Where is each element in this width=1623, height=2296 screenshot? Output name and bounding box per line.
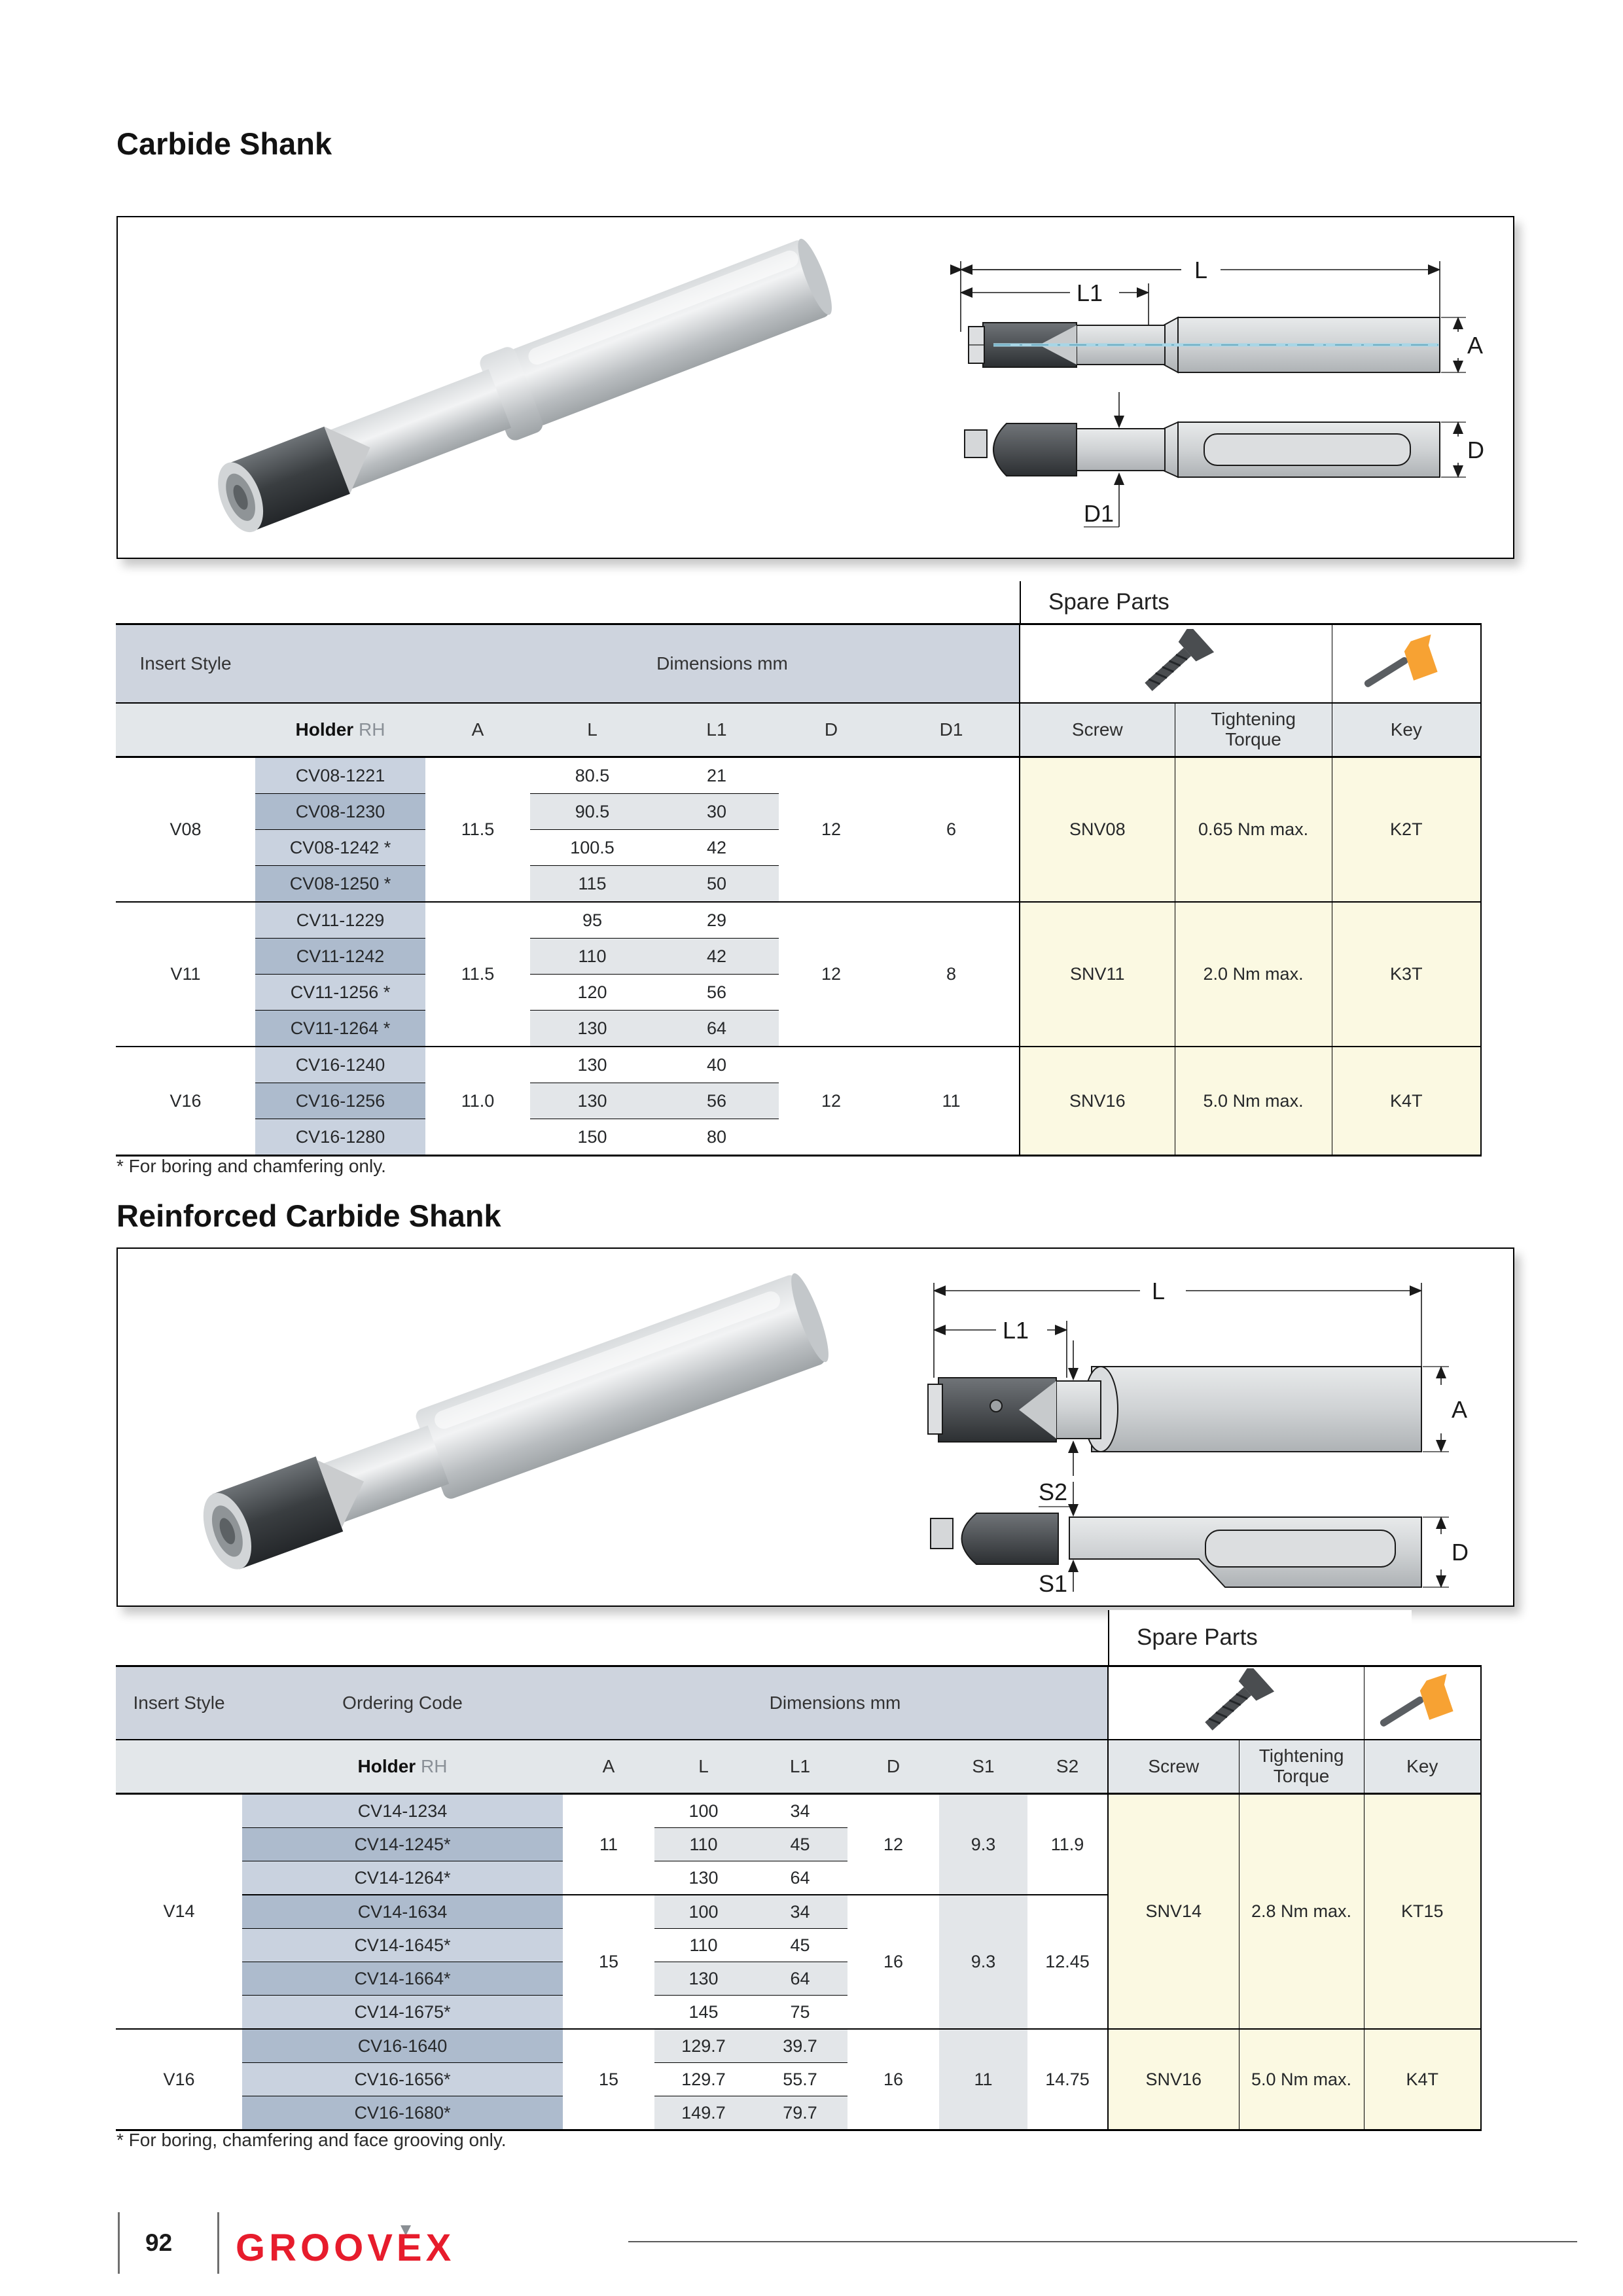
col-A-header: A: [563, 1740, 654, 1794]
hex-key-icon: [1366, 1668, 1478, 1734]
carbide-shank-table: [116, 623, 1482, 1157]
ordering-code-header-blank: [255, 624, 425, 704]
spare-key-cell: K2T: [1332, 757, 1481, 903]
dim-l1-cell: 56: [654, 975, 779, 1011]
dim-l1-cell: 40: [654, 1047, 779, 1083]
dim-l-cell: 100: [654, 1794, 753, 1828]
dim-a-cell: 11: [599, 1834, 618, 1854]
spare-torque-cell: 2.0 Nm max.: [1175, 902, 1332, 1047]
dim-a-cell: 15: [563, 2029, 654, 2130]
dim-label-D: D: [1467, 437, 1484, 463]
dim-d-cell: 12: [883, 1834, 904, 1854]
footnote-2: * For boring, chamfering and face grooving only.: [116, 2130, 507, 2150]
dim-l1-cell: 64: [753, 1861, 847, 1895]
ordering-code-cell: CV16-1680*: [242, 2096, 563, 2130]
ordering-code-cell: CV14-1675*: [242, 1996, 563, 2030]
dim-l1-cell: 30: [654, 794, 779, 830]
dim-l1-cell: 45: [753, 1929, 847, 1962]
dim-label-L1: L1: [1077, 279, 1103, 306]
dim-l-cell: 130: [654, 1962, 753, 1996]
dim-l-cell: 110: [654, 1828, 753, 1861]
footnote-1: * For boring and chamfering only.: [116, 1156, 386, 1176]
section1-image-box: [116, 216, 1514, 559]
dim-l-cell: 145: [654, 1996, 753, 2030]
dim-l-cell: 90.5: [530, 794, 654, 830]
dim-label-S1: S1: [1039, 1570, 1068, 1597]
insert-style-header: Insert Style: [116, 1666, 242, 1740]
footer-divider-1: [118, 2212, 120, 2274]
insert-style-cell: V16: [116, 1047, 255, 1156]
ordering-code-cell: CV11-1242: [255, 939, 425, 975]
dim-s2-cell: 12.45: [1027, 1895, 1108, 2029]
spare-parts-label-2: Spare Parts: [1108, 1610, 1412, 1665]
dim-label-A: A: [1452, 1396, 1468, 1423]
dim-d-cell: 12: [821, 819, 842, 839]
spare-screw-cell: SNV16: [1108, 2029, 1239, 2130]
dim-s2-cell: 14.75: [1027, 2029, 1108, 2130]
ordering-code-cell: CV16-1640: [242, 2029, 563, 2063]
dim-l1-cell: 64: [654, 1011, 779, 1047]
dim-l1-cell: 42: [654, 830, 779, 866]
brand-name: GROOVEX: [236, 2227, 455, 2269]
ordering-code-cell: CV14-1234: [242, 1794, 563, 1828]
section1-title: Carbide Shank: [116, 126, 332, 161]
dim-l-cell: 149.7: [654, 2096, 753, 2130]
dim-l1-cell: 42: [654, 939, 779, 975]
dim-label-D1: D1: [1084, 500, 1115, 527]
screw-image-cell: [1108, 1666, 1364, 1740]
col-key-header: Key: [1364, 1740, 1481, 1794]
dim-d-cell: 12: [779, 902, 883, 1047]
hex-key-icon: [1351, 629, 1462, 694]
carbide-shank-drawing: [923, 234, 1499, 541]
col-D1-header: D1: [883, 703, 1020, 757]
spare-torque-cell: 5.0 Nm max.: [1239, 2029, 1364, 2130]
holder-rh-header: Holder RH: [255, 703, 425, 757]
dim-d-cell: 16: [847, 1895, 939, 2029]
dim-s1-cell: 11: [939, 2029, 1027, 2130]
dim-label-A: A: [1467, 332, 1484, 359]
col-S1-header: S1: [939, 1740, 1027, 1794]
insert-style-cell: V16: [116, 2029, 242, 2130]
groovex-logo: [236, 2220, 602, 2272]
spare-screw-cell: SNV16: [1020, 1047, 1175, 1156]
dim-l1-cell: 64: [753, 1962, 847, 1996]
ordering-code-cell: CV14-1634: [242, 1895, 563, 1929]
section2-image-box: [116, 1247, 1514, 1607]
dim-l1-cell: 34: [753, 1895, 847, 1929]
ordering-code-cell: CV11-1264 *: [255, 1011, 425, 1047]
dim-l1-cell: 21: [654, 757, 779, 794]
dim-d1-cell: 8: [883, 902, 1020, 1047]
ordering-code-cell: CV16-1280: [255, 1119, 425, 1156]
col-D-header: D: [847, 1740, 939, 1794]
col-L1-header: L1: [654, 703, 779, 757]
ordering-code-cell: CV14-1264*: [242, 1861, 563, 1895]
dim-l-cell: 129.7: [654, 2063, 753, 2096]
reinforced-shank-table: [116, 1665, 1482, 2131]
dim-l1-cell: 79.7: [753, 2096, 847, 2130]
dim-d1-cell: 6: [946, 819, 957, 839]
spare-screw-cell: SNV08: [1020, 757, 1175, 903]
col-L-header: L: [654, 1740, 753, 1794]
dim-l-cell: 100.5: [530, 830, 654, 866]
dim-l1-cell: 75: [753, 1996, 847, 2030]
dim-label-D: D: [1452, 1539, 1469, 1566]
spare-screw-cell: SNV14: [1108, 1794, 1239, 2030]
dim-l-cell: 130: [654, 1861, 753, 1895]
dim-label-L1: L1: [1003, 1317, 1029, 1344]
dim-a-cell: 11.0: [425, 1047, 530, 1156]
dim-a-cell: 11.5: [461, 819, 495, 839]
spare-torque-cell: 2.8 Nm max.: [1239, 1794, 1364, 2030]
dim-l-cell: 95: [530, 902, 654, 939]
dim-l-cell: 130: [530, 1011, 654, 1047]
insert-style-cell: V14: [163, 1901, 195, 1921]
dim-label-L: L: [1194, 257, 1208, 283]
dim-l1-cell: 55.7: [753, 2063, 847, 2096]
dim-l-cell: 80.5: [530, 757, 654, 794]
col-key-header: Key: [1332, 703, 1481, 757]
ordering-code-cell: CV16-1656*: [242, 2063, 563, 2096]
dim-l1-cell: 39.7: [753, 2029, 847, 2063]
screw-icon: [1127, 629, 1225, 694]
dim-label-L: L: [1152, 1278, 1166, 1304]
dim-l1-cell: 50: [654, 866, 779, 903]
spare-screw-cell: SNV11: [1020, 902, 1175, 1047]
ordering-code-cell: CV16-1256: [255, 1083, 425, 1119]
col-torque-header: Tightening Torque: [1239, 1740, 1364, 1794]
reinforced-shank-drawing: [898, 1257, 1487, 1597]
dim-a-cell: 15: [563, 1895, 654, 2029]
dim-l-cell: 120: [530, 975, 654, 1011]
ordering-code-cell: CV11-1229: [255, 902, 425, 939]
dim-l1-cell: 29: [654, 902, 779, 939]
ordering-code-cell: CV14-1245*: [242, 1828, 563, 1861]
carbide-shank-photo: [157, 221, 929, 551]
col-L-header: L: [530, 703, 654, 757]
carbide-shank-table-body: [116, 757, 1481, 1156]
footer-rule: [628, 2241, 1577, 2242]
holder-rh-header: Holder RH: [242, 1740, 563, 1794]
section2-title: Reinforced Carbide Shank: [116, 1198, 501, 1233]
col-A-header: A: [425, 703, 530, 757]
dim-label-S2: S2: [1039, 1479, 1068, 1505]
dim-l-cell: 130: [530, 1047, 654, 1083]
key-image-cell: [1364, 1666, 1481, 1740]
dim-l1-cell: 80: [654, 1119, 779, 1156]
col-screw-header: Screw: [1020, 703, 1175, 757]
dim-d-cell: 12: [779, 1047, 883, 1156]
dim-a-cell: 11.5: [425, 902, 530, 1047]
dim-l-cell: 110: [654, 1929, 753, 1962]
col-L1-header: L1: [753, 1740, 847, 1794]
dim-l-cell: 150: [530, 1119, 654, 1156]
footer-divider-2: [217, 2212, 219, 2274]
reinforced-shank-photo: [144, 1252, 916, 1599]
spare-key-cell: K4T: [1364, 2029, 1481, 2130]
ordering-code-header: Ordering Code: [242, 1666, 563, 1740]
col-screw-header: Screw: [1108, 1740, 1239, 1794]
insert-style-cell: V11: [116, 902, 255, 1047]
spare-key-cell: KT15: [1364, 1794, 1481, 2030]
dim-l-cell: 130: [530, 1083, 654, 1119]
spare-key-cell: K3T: [1332, 902, 1481, 1047]
col-torque-header: Tightening Torque: [1175, 703, 1332, 757]
spare-torque-cell: 5.0 Nm max.: [1175, 1047, 1332, 1156]
dim-l-cell: 115: [530, 866, 654, 903]
blank-header: [116, 1740, 242, 1794]
dimensions-header: Dimensions mm: [425, 624, 1020, 704]
dim-d1-cell: 11: [883, 1047, 1020, 1156]
ordering-code-cell: CV14-1645*: [242, 1929, 563, 1962]
key-image-cell: [1332, 624, 1481, 704]
dim-l-cell: 110: [530, 939, 654, 975]
spare-parts-label-1: Spare Parts: [1020, 581, 1323, 623]
ordering-code-cell: CV16-1240: [255, 1047, 425, 1083]
dim-d-cell: 16: [847, 2029, 939, 2130]
page-number: 92: [145, 2229, 173, 2256]
spare-key-cell: K4T: [1332, 1047, 1481, 1156]
ordering-code-cell: CV11-1256 *: [255, 975, 425, 1011]
col-D-header: D: [779, 703, 883, 757]
ordering-code-cell: CV08-1230: [255, 794, 425, 830]
dim-l-cell: 100: [654, 1895, 753, 1929]
dim-l1-cell: 34: [753, 1794, 847, 1828]
blank-header: [116, 703, 255, 757]
ordering-code-cell: CV08-1242 *: [255, 830, 425, 866]
screw-image-cell: [1020, 624, 1332, 704]
dimensions-header: Dimensions mm: [563, 1666, 1108, 1740]
reinforced-shank-table-body: [116, 1794, 1481, 2130]
screw-icon: [1187, 1668, 1285, 1734]
dim-s1-cell: 9.3: [939, 1895, 1027, 2029]
insert-style-header: Insert Style: [116, 624, 255, 704]
ordering-code-cell: CV08-1250 *: [255, 866, 425, 903]
dim-s2-cell: 11.9: [1050, 1834, 1084, 1854]
dim-s1-cell: 9.3: [939, 1794, 1027, 1895]
dim-l1-cell: 56: [654, 1083, 779, 1119]
insert-style-cell: V08: [169, 819, 202, 839]
ordering-code-cell: CV08-1221: [255, 757, 425, 794]
ordering-code-cell: CV14-1664*: [242, 1962, 563, 1996]
dim-l1-cell: 45: [753, 1828, 847, 1861]
dim-l-cell: 129.7: [654, 2029, 753, 2063]
col-S2-header: S2: [1027, 1740, 1108, 1794]
spare-torque-cell: 0.65 Nm max.: [1175, 757, 1332, 903]
